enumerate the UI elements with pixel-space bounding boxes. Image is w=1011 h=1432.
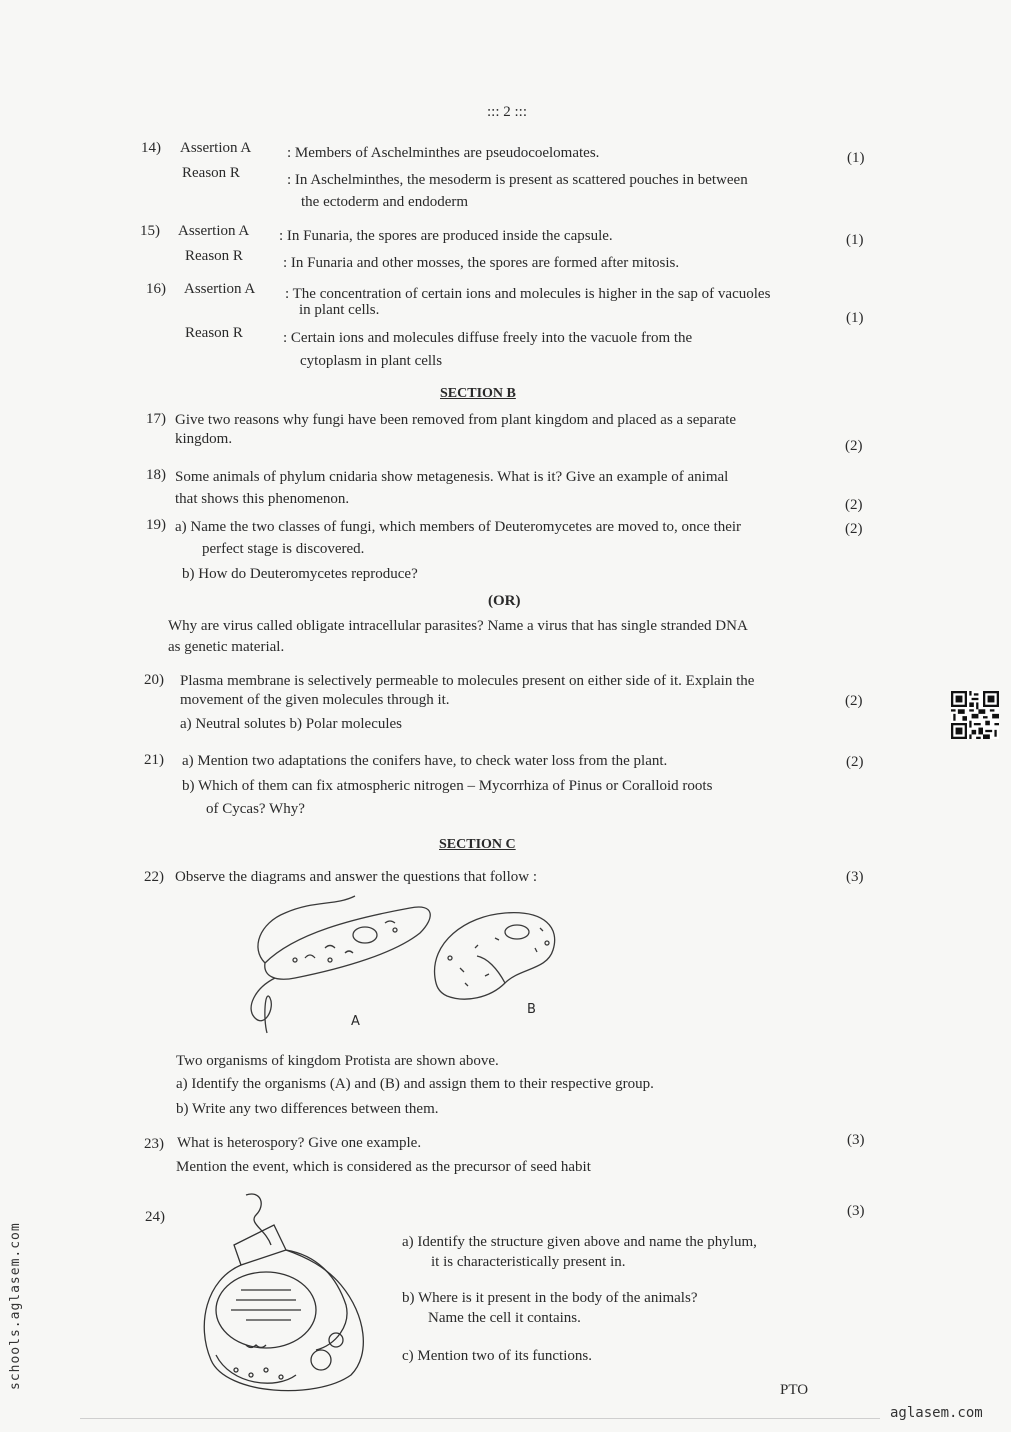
q15-assertion-text: : In Funaria, the spores are produced inside the capsule. <box>279 228 613 244</box>
q16-reason-label: Reason R <box>185 325 243 341</box>
q19-or: (OR) <box>488 593 521 609</box>
q22-number: 22) <box>144 869 164 885</box>
q21-part-b-1: b) Which of them can fix atmospheric nitrogen – Mycorrhiza of Pinus or Coralloid roots <box>182 778 713 794</box>
q19-alt-2: as genetic material. <box>168 639 285 655</box>
q18-number: 18) <box>146 467 166 483</box>
q21-part-a: a) Mention two adaptations the conifers have, to check water loss from the plant. <box>182 753 668 769</box>
q19-part-a-1: a) Name the two classes of fungi, which members of Deuteromycetes are moved to, once their <box>175 519 742 535</box>
footer-watermark: aglasem.com <box>890 1405 983 1421</box>
q22-part-b: b) Write any two differences between them. <box>176 1101 439 1117</box>
q23-marks: (3) <box>847 1132 865 1148</box>
q21-number: 21) <box>144 752 164 768</box>
q24-part-a-1: a) Identify the structure given above and name the phylum, <box>402 1234 757 1250</box>
q15-reason-label: Reason R <box>185 248 243 264</box>
q14-number: 14) <box>141 140 161 156</box>
q14-reason-text-1: : In Aschelminthes, the mesoderm is present as scattered pouches in between <box>287 172 748 188</box>
section-c-heading: SECTION C <box>439 837 516 852</box>
protista-diagram <box>235 888 565 1038</box>
q20-marks: (2) <box>845 693 863 709</box>
q16-reason-text-2: cytoplasm in plant cells <box>300 353 443 369</box>
q16-assertion-text-2: in plant cells. <box>299 302 380 318</box>
q17-marks: (2) <box>845 438 863 454</box>
q18-text-1: Some animals of phylum cnidaria show metagenesis. What is it? Give an example of animal <box>175 469 729 485</box>
q16-assertion-label: Assertion A <box>184 281 256 297</box>
q20-text-2: movement of the given molecules through it. <box>180 692 450 708</box>
q19-alt-1: Why are virus called obligate intracellular parasites? Name a virus that has single stranded DNA <box>168 618 748 634</box>
q16-reason-text-1: : Certain ions and molecules diffuse freely into the vacuole from the <box>283 330 693 346</box>
q15-assertion-label: Assertion A <box>178 223 250 239</box>
section-b-heading: SECTION B <box>440 386 516 401</box>
q21-part-b-2: of Cycas? Why? <box>206 801 305 817</box>
q22-intro: Two organisms of kingdom Protista are shown above. <box>176 1053 499 1069</box>
choanocyte-diagram <box>186 1185 376 1405</box>
q18-text-2: that shows this phenomenon. <box>175 491 350 507</box>
q24-part-c: c) Mention two of its functions. <box>402 1348 592 1364</box>
diagram-label-a: A <box>351 1014 360 1029</box>
pto-label: PTO <box>780 1382 809 1398</box>
q22-text: Observe the diagrams and answer the questions that follow : <box>175 869 537 885</box>
diagram-label-b: B <box>527 1002 536 1017</box>
q19-number: 19) <box>146 517 166 533</box>
q19-marks: (2) <box>845 521 863 537</box>
qr-code-icon <box>951 691 999 739</box>
q22-part-a: a) Identify the organisms (A) and (B) and assign them to their respective group. <box>176 1076 654 1092</box>
q14-assertion-label: Assertion A <box>180 140 252 156</box>
q23-number: 23) <box>144 1136 164 1152</box>
q16-assertion-text-1: : The concentration of certain ions and molecules is higher in the sap of vacuoles <box>285 286 771 302</box>
q17-number: 17) <box>146 411 166 427</box>
q19-part-a-2: perfect stage is discovered. <box>202 541 365 557</box>
q24-part-b-1: b) Where is it present in the body of the animals? <box>402 1290 698 1306</box>
q14-reason-label: Reason R <box>182 165 240 181</box>
q23-text-1: What is heterospory? Give one example. <box>177 1135 422 1151</box>
q23-text-2: Mention the event, which is considered as the precursor of seed habit <box>176 1159 591 1175</box>
q24-part-a-2: it is characteristically present in. <box>431 1254 626 1270</box>
q15-marks: (1) <box>846 232 864 248</box>
q24-marks: (3) <box>847 1203 865 1219</box>
q17-text-1: Give two reasons why fungi have been removed from plant kingdom and placed as a separate <box>175 412 737 428</box>
q16-marks: (1) <box>846 310 864 326</box>
footer-divider <box>80 1418 880 1419</box>
side-watermark: schools.aglasem.com <box>8 1222 23 1390</box>
q21-marks: (2) <box>846 754 864 770</box>
q14-marks: (1) <box>847 150 865 166</box>
q18-marks: (2) <box>845 497 863 513</box>
page-number: ::: 2 ::: <box>487 104 528 120</box>
q16-number: 16) <box>146 281 166 297</box>
q14-reason-text-2: the ectoderm and endoderm <box>301 194 469 210</box>
q22-marks: (3) <box>846 869 864 885</box>
q17-text-2: kingdom. <box>175 431 233 447</box>
q14-assertion-text: : Members of Aschelminthes are pseudocoelomates. <box>287 145 600 161</box>
q15-reason-text: : In Funaria and other mosses, the spores are formed after mitosis. <box>283 255 680 271</box>
q20-text-3: a) Neutral solutes b) Polar molecules <box>180 716 403 732</box>
q19-part-b: b) How do Deuteromycetes reproduce? <box>182 566 418 582</box>
q20-number: 20) <box>144 672 164 688</box>
q24-number: 24) <box>145 1209 165 1225</box>
q20-text-1: Plasma membrane is selectively permeable to molecules present on either side of it. Explain the <box>180 673 755 689</box>
q15-number: 15) <box>140 223 160 239</box>
q24-part-b-2: Name the cell it contains. <box>428 1310 581 1326</box>
